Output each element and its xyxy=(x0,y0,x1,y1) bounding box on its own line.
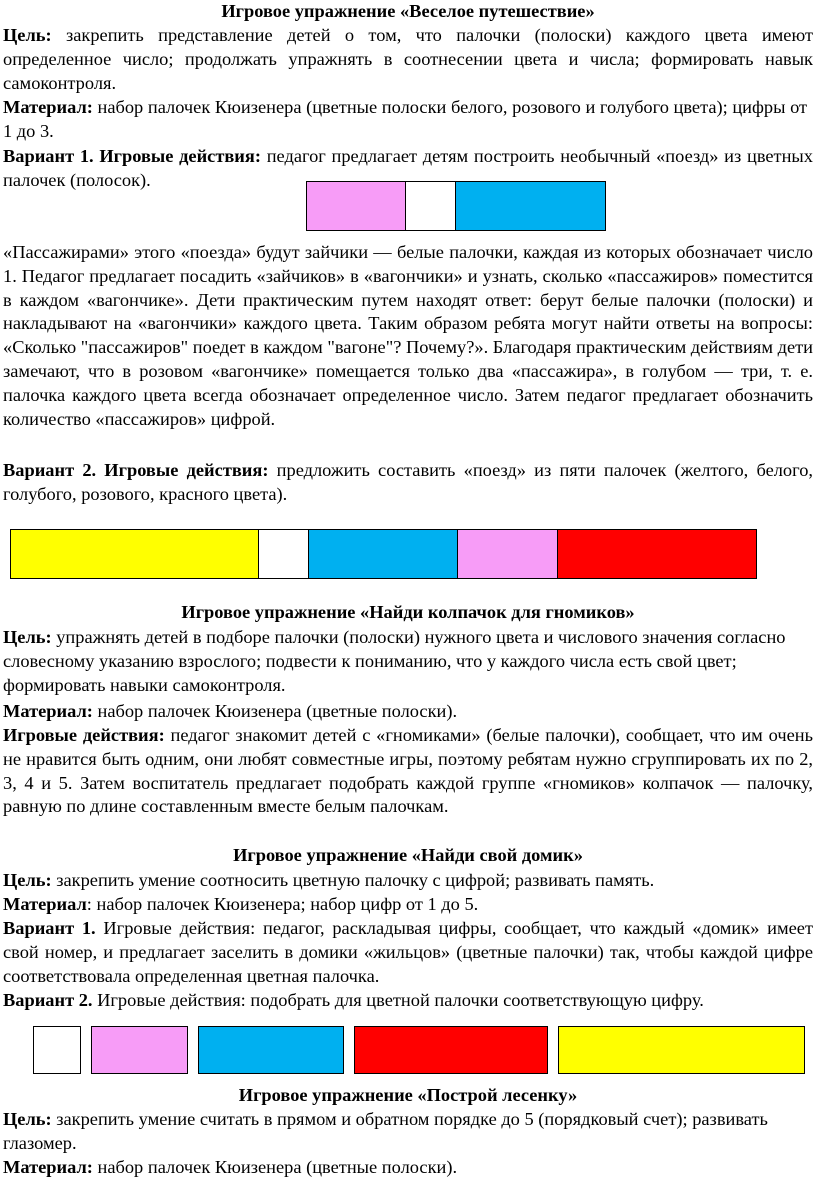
s2-goal xyxy=(3,626,813,697)
s1-variant2 xyxy=(3,459,813,507)
s3-goal-text: закрепить умение соотносить цветную палочку с цифрой; развивать память. xyxy=(51,870,655,890)
s1-variant1-label: Вариант 1. Игровые действия: xyxy=(3,146,261,166)
s4-goal xyxy=(3,1108,813,1156)
rod-red xyxy=(354,1026,548,1074)
rod-blue xyxy=(308,529,459,579)
train-strip-1 xyxy=(306,181,606,231)
s3-material-text: : набор палочек Кюизенера; набор цифр от 1 до 5. xyxy=(86,894,479,914)
s1-goal-label: Цель: xyxy=(3,25,52,45)
s1-goal-text: закрепить представление детей о том, что палочки (полоски) каждого цвета имеют определенное число; продолжать упражнять в соотнесении цвета и числа; формировать навык самоконтроля. xyxy=(3,25,813,93)
s1-variant2-label: Вариант 2. Игровые действия: xyxy=(3,460,269,480)
s3-variant2-text: Игровые действия: подобрать для цветной палочки соответствующую цифру. xyxy=(92,990,704,1010)
train-strip-2 xyxy=(10,529,757,579)
s2-material-text: набор палочек Кюизенера (цветные полоски). xyxy=(92,701,458,721)
s3-material-label: Материал xyxy=(3,894,87,914)
rod-pink xyxy=(306,181,407,231)
rod-blue xyxy=(198,1026,344,1074)
s4-material-text: набор палочек Кюизенера (цветные полоски). xyxy=(92,1157,458,1177)
rod-pink xyxy=(457,529,558,579)
s2-material-label: Материал: xyxy=(3,701,93,721)
s4-goal-text: закрепить умение считать в прямом и обратном порядке до 5 (порядковый счет); развивать глазомер. xyxy=(3,1109,768,1153)
rod-white xyxy=(258,529,309,579)
s1-material-label: Материал: xyxy=(3,97,93,117)
s1-passengers-paragraph: «Пассажирами» этого «поезда» будут зайчики — белые палочки, каждая из которых обозначает число 1. Педагог предлагает посадить «зайчиков» в «вагончики» и узнать, сколько «пассажиров» поместится в каждом «вагончике». Дети практическим путем находят ответ: берут белые палочки (полоски) и накладывают на «вагончики» каждого цвета. Таким образом ребята могут найти ответы на вопросы: «Сколько "пассажиров" поедет в каждом "вагоне"? Почему?». Благодаря практическим действиям дети замечают, что в розовом «вагончике» помещается только два «пассажира», в голубом — три, т. е. палочка каждого цвета всегда обозначает определенное число. Затем педагог предлагает обозначить количество «пассажиров» цифрой. xyxy=(3,242,813,429)
s2-actions-text: педагог знакомит детей с «гномиками» (белые палочки), сообщает, что им очень не нравится быть одним, они любят совместные игры, поэтому ребятам нужно сгруппировать их по 2, 3, 4 и 5. Затем воспитатель предлагает подобрать каждой группе «гномиков» колпачок — палочку, равную по длине составленным вместе белым палочкам. xyxy=(3,725,813,817)
rod-white xyxy=(33,1026,81,1074)
section-title-cheerful-journey: Игровое упражнение «Веселое путешествие» xyxy=(221,1,595,21)
section-title-build-ladder: Игровое упражнение «Построй лесенку» xyxy=(238,1085,578,1105)
rod-blue xyxy=(455,181,606,231)
s3-variant1 xyxy=(3,917,813,988)
s4-material-label: Материал: xyxy=(3,1157,93,1177)
s1-material-text: набор палочек Кюизенера (цветные полоски белого, розового и голубого цвета); цифры от 1 до 3. xyxy=(3,97,808,141)
s2-goal-label: Цель: xyxy=(3,627,52,647)
s3-goal xyxy=(3,869,813,893)
section-title-find-cap: Игровое упражнение «Найди колпачок для гномиков» xyxy=(181,602,635,622)
s3-material xyxy=(3,893,813,917)
s3-variant2-label: Вариант 2. xyxy=(3,990,93,1010)
s4-goal-label: Цель: xyxy=(3,1109,52,1129)
s3-goal-label: Цель: xyxy=(3,870,52,890)
s1-material xyxy=(3,96,813,144)
rod-white xyxy=(405,181,456,231)
s2-actions xyxy=(3,724,813,819)
rod-yellow xyxy=(10,529,260,579)
s3-variant1-text: Игровые действия: педагог, раскладывая цифры, сообщает, что каждый «домик» имеет свой номер, и предлагает заселить в домики «жильцов» (цветные палочки) так, чтобы каждой цифре соответствовала определенная цветная палочка. xyxy=(3,918,813,986)
s1-variant1-text: педагог предлагает детям построить необычный «поезд» из цветных палочек (полосок). xyxy=(3,146,813,190)
s4-material xyxy=(3,1156,813,1180)
section-title-find-house: Игровое упражнение «Найди свой домик» xyxy=(233,845,583,865)
s3-variant1-label: Вариант 1. xyxy=(3,918,96,938)
s3-variant2 xyxy=(3,989,813,1013)
rod-yellow xyxy=(558,1026,805,1074)
rod-pink xyxy=(91,1026,188,1074)
s2-actions-label: Игровые действия: xyxy=(3,725,165,745)
rods-row xyxy=(33,1026,805,1074)
s2-goal-text: упражнять детей в подборе палочки (полоски) нужного цвета и числового значения согласно словесному указанию взрослого; подвести к пониманию, что у каждого числа есть свой цвет; формировать навыки самоконтроля. xyxy=(3,627,786,695)
rod-red xyxy=(557,529,757,579)
s2-material xyxy=(3,700,813,724)
s1-variant2-text: предложить составить «поезд» из пяти палочек (желтого, белого, голубого, розового, красного цвета). xyxy=(3,460,813,504)
s1-goal xyxy=(3,24,813,95)
